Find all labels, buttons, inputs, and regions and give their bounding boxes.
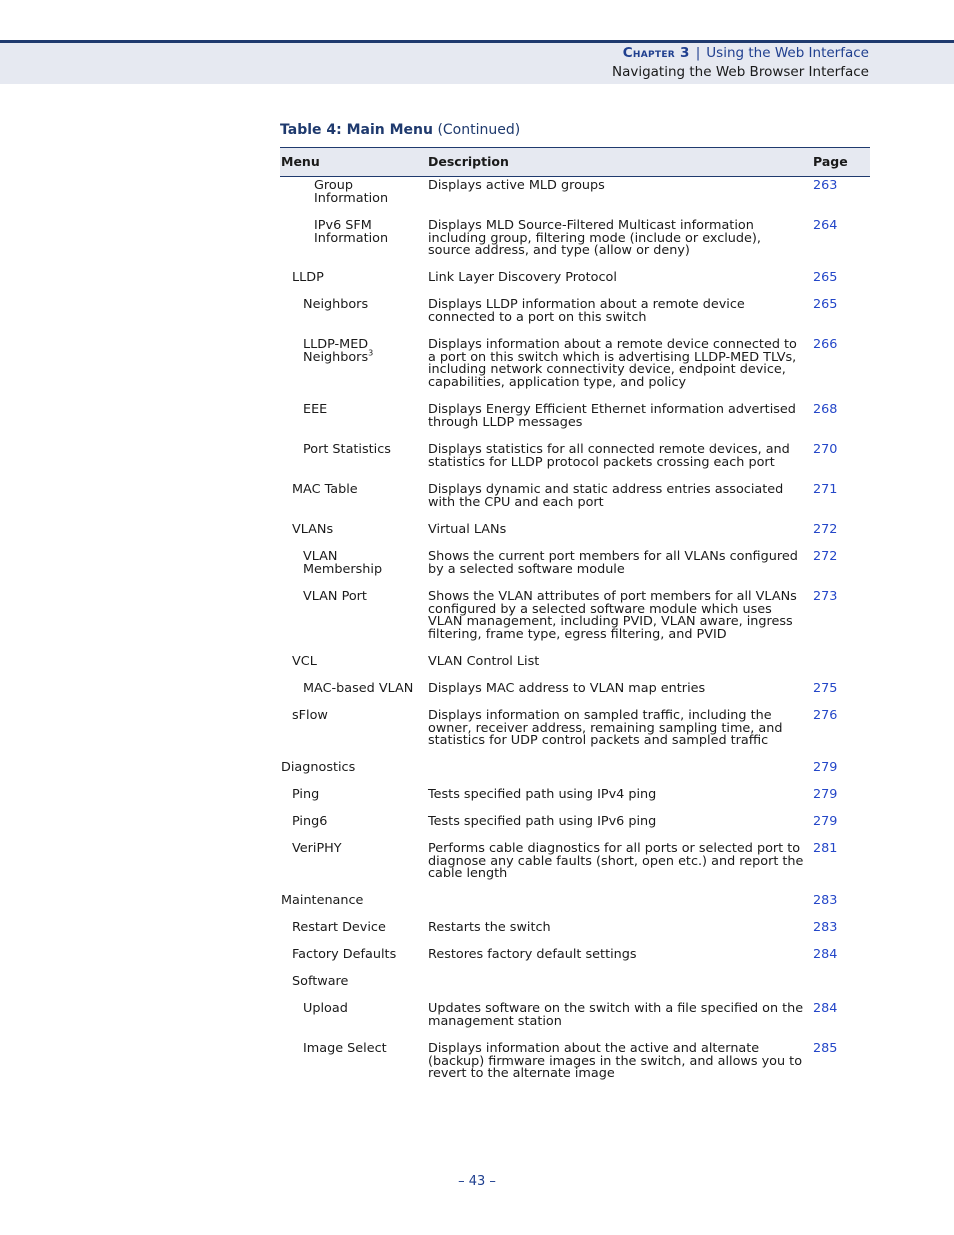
description-cell: Restarts the switch (428, 920, 551, 935)
menu-label: LLDP-MED Neighbors (303, 337, 369, 365)
menu-label: MAC Table (292, 482, 358, 497)
menu-cell (292, 484, 420, 497)
table-row (280, 922, 870, 935)
page-link[interactable]: 283 (813, 920, 838, 935)
table-row (280, 220, 870, 258)
table-row (280, 1043, 870, 1081)
description-cell: Performs cable diagnostics for all ports or selected port to diagnose any cable faults (short, open etc.) and report the cable length (428, 841, 804, 881)
table-row (280, 339, 870, 390)
table-caption (280, 122, 520, 138)
menu-label: Group Information (314, 178, 389, 206)
description-cell: Virtual LANs (428, 522, 507, 537)
column-header-description: Description (428, 154, 509, 169)
section-title: Navigating the Web Browser Interface (611, 64, 869, 80)
menu-label: Port Statistics (303, 442, 391, 457)
table-row (280, 816, 870, 829)
description-cell: Shows the current port members for all VLANs configured by a selected software module (428, 549, 798, 577)
page-link[interactable]: 279 (813, 760, 838, 775)
page-link[interactable]: 265 (813, 297, 838, 312)
description-cell: Updates software on the switch with a file specified on the management station (428, 1001, 804, 1029)
menu-label: LLDP (292, 270, 324, 285)
column-header-page: Page (813, 154, 848, 169)
menu-label: Neighbors (303, 297, 369, 312)
description-cell: Link Layer Discovery Protocol (428, 270, 617, 285)
page-link[interactable]: 270 (813, 442, 838, 457)
description-cell: Displays information about the active and alternate (backup) firmware images in the switch, and allows you to revert to the alternate image (428, 1041, 803, 1081)
menu-cell (303, 1043, 420, 1056)
table-caption-label: Table 4: Main Menu (280, 122, 433, 138)
menu-cell (292, 524, 420, 537)
menu-cell (281, 895, 420, 908)
menu-label: VLAN Membership (303, 549, 383, 577)
menu-cell (314, 220, 420, 245)
running-header-chapter (623, 45, 869, 61)
menu-cell (292, 976, 420, 989)
page-link[interactable]: 285 (813, 1041, 838, 1056)
menu-cell (303, 591, 420, 604)
table-header (280, 147, 870, 177)
menu-label: VeriPHY (292, 841, 342, 856)
page-link[interactable]: 284 (813, 1001, 838, 1016)
menu-cell (303, 444, 420, 457)
table-row (280, 789, 870, 802)
menu-label: VCL (292, 654, 317, 669)
menu-cell (292, 922, 420, 935)
menu-label: Upload (303, 1001, 348, 1016)
page-link[interactable]: 266 (813, 337, 838, 352)
page-link[interactable]: 275 (813, 681, 838, 696)
table-row (280, 843, 870, 881)
table-row (280, 272, 870, 285)
table-body (280, 180, 870, 1095)
table-row (280, 591, 870, 642)
table-row (280, 949, 870, 962)
menu-cell (292, 816, 420, 829)
menu-cell (303, 551, 420, 576)
table-row (280, 1003, 870, 1029)
menu-label: EEE (303, 402, 328, 417)
menu-cell (281, 762, 420, 775)
table-row (280, 444, 870, 470)
description-cell: Restores factory default settings (428, 947, 637, 962)
description-cell: Shows the VLAN attributes of port members for all VLANs configured by a selected software module which uses VLAN management, including PVID, VLAN aware, ingress filtering, frame type, egress filtering, and PVID (428, 589, 797, 642)
page-link[interactable]: 265 (813, 270, 838, 285)
menu-cell (292, 949, 420, 962)
menu-cell (314, 180, 420, 205)
description-cell: Displays MLD Source-Filtered Multicast information including group, filtering mode (include or exclude), source address, and type (allow or deny) (428, 218, 761, 258)
menu-label: Ping6 (292, 814, 328, 829)
table-row (280, 524, 870, 537)
table-row (280, 404, 870, 430)
menu-cell (303, 683, 420, 696)
menu-label: VLAN Port (303, 589, 367, 604)
page-link[interactable]: 268 (813, 402, 838, 417)
menu-cell (292, 272, 420, 285)
menu-label: Factory Defaults (292, 947, 397, 962)
description-cell: Displays MAC address to VLAN map entries (428, 681, 706, 696)
column-header-menu: Menu (281, 154, 320, 169)
page-link[interactable]: 271 (813, 482, 838, 497)
chapter-label: Chapter 3 (622, 45, 690, 61)
page-link[interactable]: 272 (813, 522, 838, 537)
page-link[interactable]: 283 (813, 893, 838, 908)
menu-label: Image Select (303, 1041, 387, 1056)
footnote-marker: 3 (368, 348, 374, 358)
table-row (280, 551, 870, 577)
menu-label: Diagnostics (281, 760, 356, 775)
menu-label: sFlow (292, 708, 328, 723)
page-link[interactable]: 263 (813, 178, 838, 193)
page-link[interactable]: 273 (813, 589, 838, 604)
page-link[interactable]: 272 (813, 549, 838, 564)
table-row (280, 710, 870, 748)
table-row (280, 762, 870, 775)
menu-label: Software (292, 974, 349, 989)
menu-cell (303, 1003, 420, 1016)
menu-label: MAC-based VLAN (303, 681, 414, 696)
description-cell: Displays dynamic and static address entries associated with the CPU and each port (428, 482, 784, 510)
page-number: – 43 – (458, 1174, 496, 1189)
description-cell: Displays Energy Efficient Ethernet information advertised through LLDP messages (428, 402, 796, 430)
menu-label: VLANs (292, 522, 334, 537)
menu-cell (292, 656, 420, 669)
menu-cell (303, 339, 420, 364)
table-row (280, 895, 870, 908)
menu-cell (292, 843, 420, 856)
description-cell: Displays information about a remote device connected to a port on this switch which is advertising LLDP-MED TLVs, including network connectivity device, endpoint device, capabilities, application type, and policy (428, 337, 797, 390)
description-cell: VLAN Control List (428, 654, 540, 669)
menu-cell (303, 299, 420, 312)
description-cell: Tests specified path using IPv4 ping (428, 787, 657, 802)
page-link[interactable]: 279 (813, 787, 838, 802)
menu-label: Maintenance (281, 893, 364, 908)
description-cell: Displays active MLD groups (428, 178, 605, 193)
table-row (280, 180, 870, 206)
table-row (280, 484, 870, 510)
menu-label: IPv6 SFM Information (314, 218, 389, 246)
menu-label: Restart Device (292, 920, 386, 935)
page-link[interactable]: 276 (813, 708, 838, 723)
table-caption-suffix: (Continued) (437, 122, 521, 138)
table-row (280, 299, 870, 325)
page-link[interactable]: 284 (813, 947, 838, 962)
description-cell: Displays information on sampled traffic, including the owner, receiver address, remaining sampling time, and statistics for UDP control packets and sampled traffic (428, 708, 783, 748)
table-row (280, 976, 870, 989)
description-cell: Displays statistics for all connected remote devices, and statistics for LLDP protocol packets crossing each port (428, 442, 790, 470)
menu-cell (292, 789, 420, 802)
menu-cell (292, 710, 420, 723)
header-separator: | (695, 45, 701, 61)
menu-cell (303, 404, 420, 417)
page-link[interactable]: 279 (813, 814, 838, 829)
table-row (280, 656, 870, 669)
table-row (280, 683, 870, 696)
chapter-title: Using the Web Interface (706, 45, 869, 61)
page-link[interactable]: 281 (813, 841, 838, 856)
page-link[interactable]: 264 (813, 218, 838, 233)
description-cell: Tests specified path using IPv6 ping (428, 814, 657, 829)
menu-label: Ping (292, 787, 320, 802)
description-cell: Displays LLDP information about a remote device connected to a port on this switch (428, 297, 745, 325)
